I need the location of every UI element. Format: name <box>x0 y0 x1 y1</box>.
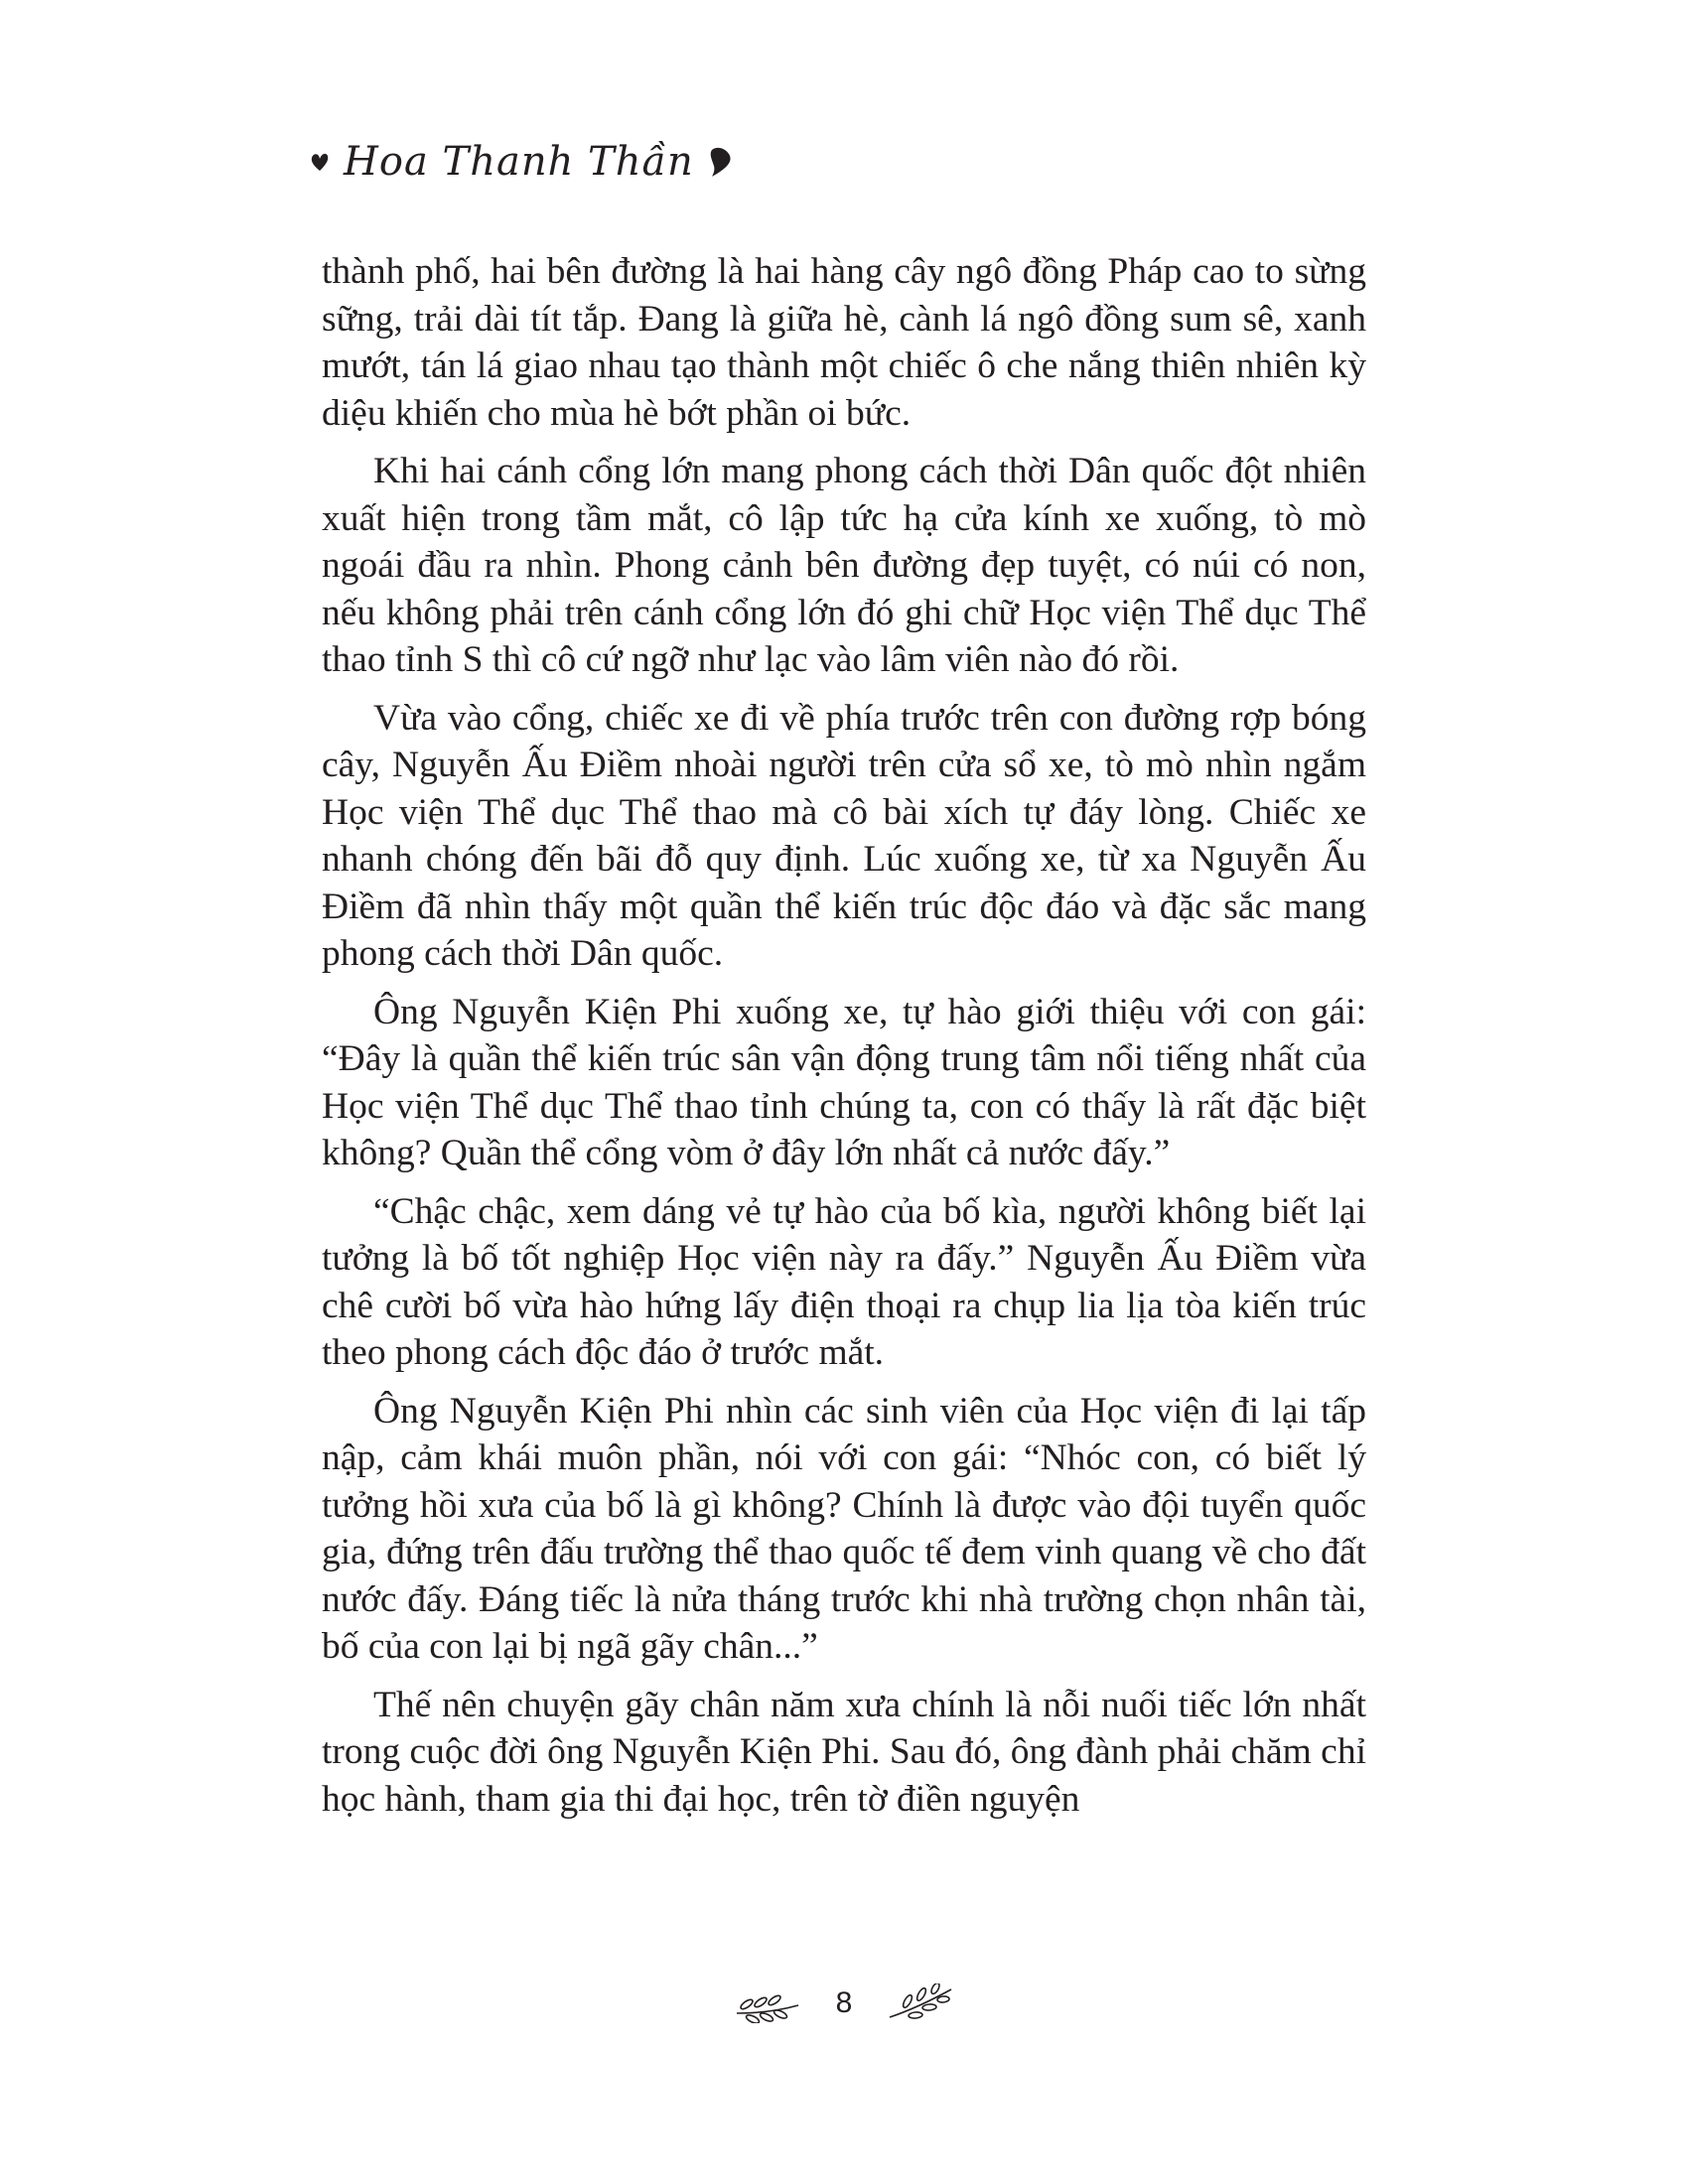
paragraph-2: Khi hai cánh cổng lớn mang phong cách thời Dân quốc đột nhiên xuất hiện trong tầm mắt, cô lập tức hạ cửa kính xe xuống, tò mò ngoái đầu ra nhìn. Phong cảnh bên đường đẹp tuyệt, có núi có non, nếu không phải trên cánh cổng lớn đó ghi chữ Học viện Thể dục Thể thao tỉnh S thì cô cứ ngỡ như lạc vào lâm viên nào đó rồi. <box>322 451 1366 680</box>
book-title: Hoa Thanh Thần <box>344 139 694 185</box>
paragraph-7: Thế nên chuyện gãy chân năm xưa chính là nỗi nuối tiếc lớn nhất trong cuộc đời ông Nguyễn Kiện Phi. Sau đó, ông đành phải chăm chỉ học hành, tham gia thi đại học, trên tờ điền nguyện <box>322 1684 1366 1820</box>
heart-right-icon <box>708 146 734 178</box>
paragraph-4: Ông Nguyễn Kiện Phi xuống xe, tự hào giới thiệu với con gái: “Đây là quần thể kiến trúc sân vận động trung tâm nổi tiếng nhất của Học viện Thể dục Thể thao tỉnh chúng ta, con có thấy là rất đặc biệt không? Quần thể cổng vòm ở đây lớn nhất cả nước đấy.” <box>322 991 1366 1173</box>
body-text <box>322 248 1366 1834</box>
paragraph-6: Ông Nguyễn Kiện Phi nhìn các sinh viên của Học viện đi lại tấp nập, cảm khái muôn phần, nói với con gái: “Nhóc con, có biết lý tưởng hồi xưa của bố là gì không? Chính là được vào đội tuyển quốc gia, đứng trên đấu trường thể thao quốc tế đem vinh quang về cho đất nước đấy. Đáng tiếc là nửa tháng trước khi nhà trường chọn nhân tài, bố của con lại bị ngã gãy chân...” <box>322 1390 1366 1667</box>
paragraph-1: thành phố, hai bên đường là hai hàng cây ngô đồng Pháp cao to sừng sững, trải dài tít tắp. Đang là giữa hè, cành lá ngô đồng sum sê, xanh mướt, tán lá giao nhau tạo thành một chiếc ô che nắng thiên nhiên kỳ diệu khiến cho mùa hè bớt phần oi bức. <box>322 251 1366 434</box>
paragraph-5: “Chậc chậc, xem dáng vẻ tự hào của bố kìa, người không biết lại tưởng là bố tốt nghiệp Học viện này ra đấy.” Nguyễn Ấu Điềm vừa chê cười bố vừa hào hứng lấy điện thoại ra chụp lia lịa tòa kiến trúc theo phong cách độc đáo ở trước mắt. <box>322 1190 1366 1373</box>
paragraph-3: Vừa vào cổng, chiếc xe đi về phía trước trên con đường rợp bóng cây, Nguyễn Ấu Điềm nhoài người trên cửa sổ xe, tò mò nhìn ngắm Học viện Thể dục Thể thao mà cô bài xích tự đáy lòng. Chiếc xe nhanh chóng đến bãi đỗ quy định. Lúc xuống xe, từ xa Nguyễn Ấu Điềm đã nhìn thấy một quần thể kiến trúc độc đáo và đặc sắc mang phong cách thời Dân quốc. <box>322 697 1366 974</box>
leaf-ornament-right-icon <box>886 1983 955 2023</box>
page-footer <box>0 1974 1688 2033</box>
leaf-ornament-left-icon <box>733 1983 802 2023</box>
page-number: 8 <box>835 1986 853 2019</box>
running-header <box>310 127 734 197</box>
heart-left-icon <box>310 151 330 173</box>
